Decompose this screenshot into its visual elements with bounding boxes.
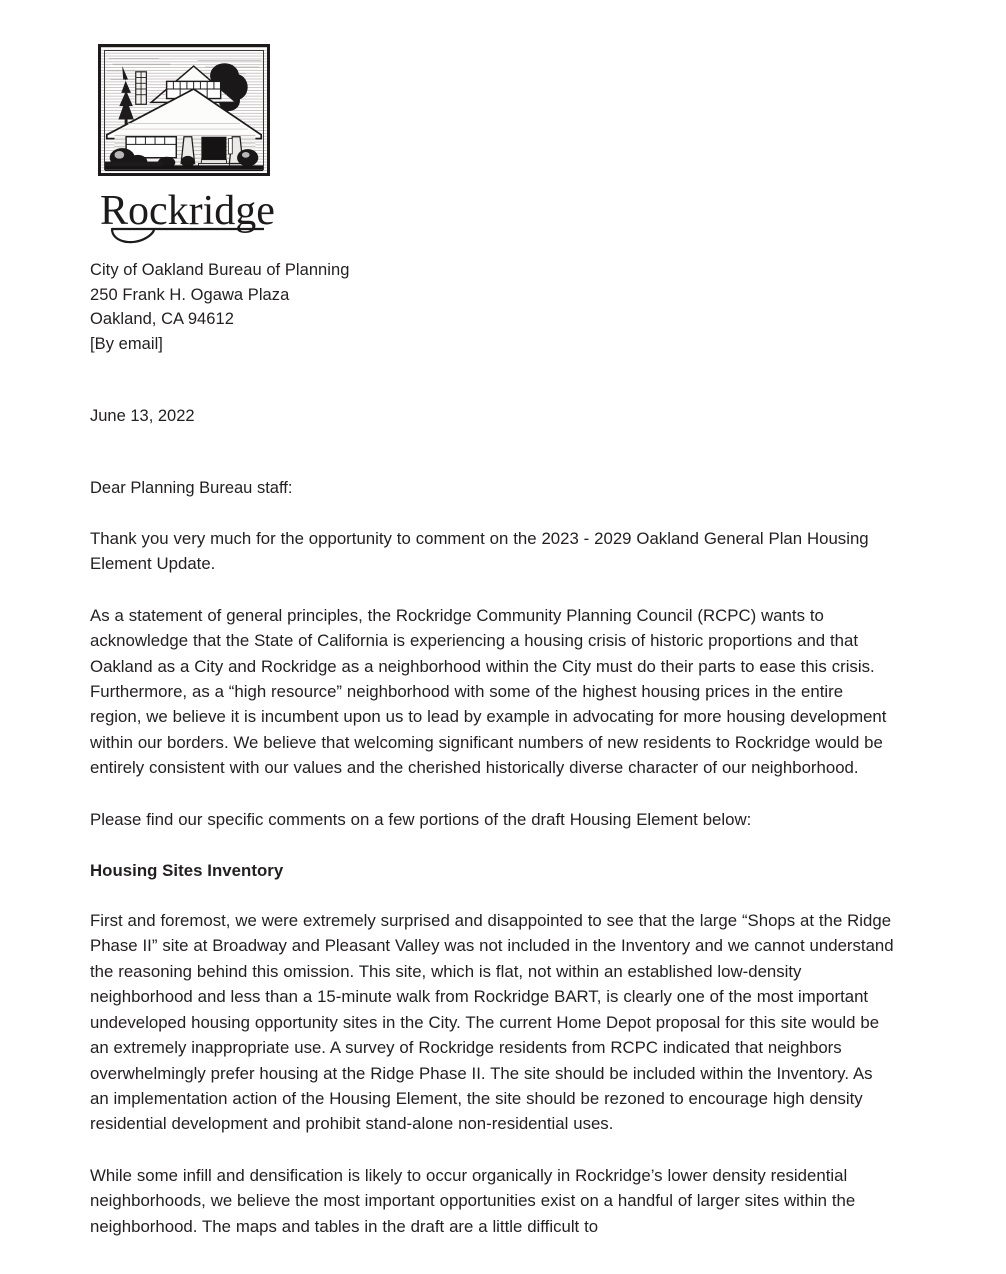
- house-logo-icon: [98, 44, 270, 176]
- letter-body: [90, 258, 894, 1239]
- section-heading: Housing Sites Inventory: [90, 861, 284, 881]
- recipient-line: City of Oakland Bureau of Planning: [90, 261, 350, 279]
- body-paragraph: Thank you very much for the opportunity to comment on the 2023 - 2029 Oakland General Plan Housing Element Update.: [90, 529, 869, 574]
- letterhead: [98, 44, 278, 246]
- body-paragraph: As a statement of general principles, the Rockridge Community Planning Council (RCPC) wants to acknowledge that the State of California is experiencing a housing crisis of historic proportions and that Oakland as a City and Rockridge as a neighborhood within the City must do their parts to ease this crisis. Furthermore, as a “high resource” neighborhood with some of the highest housing prices in the entire region, we believe it is incumbent upon us to lead by example in advocating for more housing development within our borders. We believe that welcoming significant numbers of new residents to Rockridge would be entirely consistent with our values and the cherished historically diverse character of our neighborhood.: [90, 605, 887, 778]
- letter-salutation: Dear Planning Bureau staff:: [90, 478, 293, 497]
- recipient-line: Oakland, CA 94612: [90, 310, 234, 328]
- body-paragraph: While some infill and densification is likely to occur organically in Rockridge’s lower density residential neighborhoods, we believe the most important opportunities exist on a handful of larger sites within the neighborhood. The maps and tables in the draft are a little difficult to: [90, 1165, 856, 1236]
- letter-date: June 13, 2022: [90, 407, 195, 425]
- body-paragraph: Please find our specific comments on a few portions of the draft Housing Element below:: [90, 809, 752, 829]
- body-paragraph: First and foremost, we were extremely surprised and disappointed to see that the large “Shops at the Ridge Phase II” site at Broadway and Pleasant Valley was not included in the Inventory and we cannot understand the reasoning behind this omission. This site, which is flat, not within an established low-density neighborhood and less than a 15-minute walk from Rockridge BART, is clearly one of the most important undeveloped housing opportunity sites in the City. The current Home Depot proposal for this site would be an extremely inappropriate use. A survey of Rockridge residents from RCPC indicated that neighbors overwhelmingly prefer housing at the Ridge Phase II. The site should be included within the Inventory. As an implementation action of the Housing Element, the site should be rezoned to encourage high density residential development and prohibit stand-alone non-residential uses.: [90, 911, 894, 1134]
- wordmark-text: Rockridge: [100, 188, 275, 234]
- rockridge-wordmark: [98, 182, 278, 246]
- recipient-line: 250 Frank H. Ogawa Plaza: [90, 285, 290, 304]
- recipient-line: [By email]: [90, 334, 163, 353]
- recipient-address: [90, 258, 894, 356]
